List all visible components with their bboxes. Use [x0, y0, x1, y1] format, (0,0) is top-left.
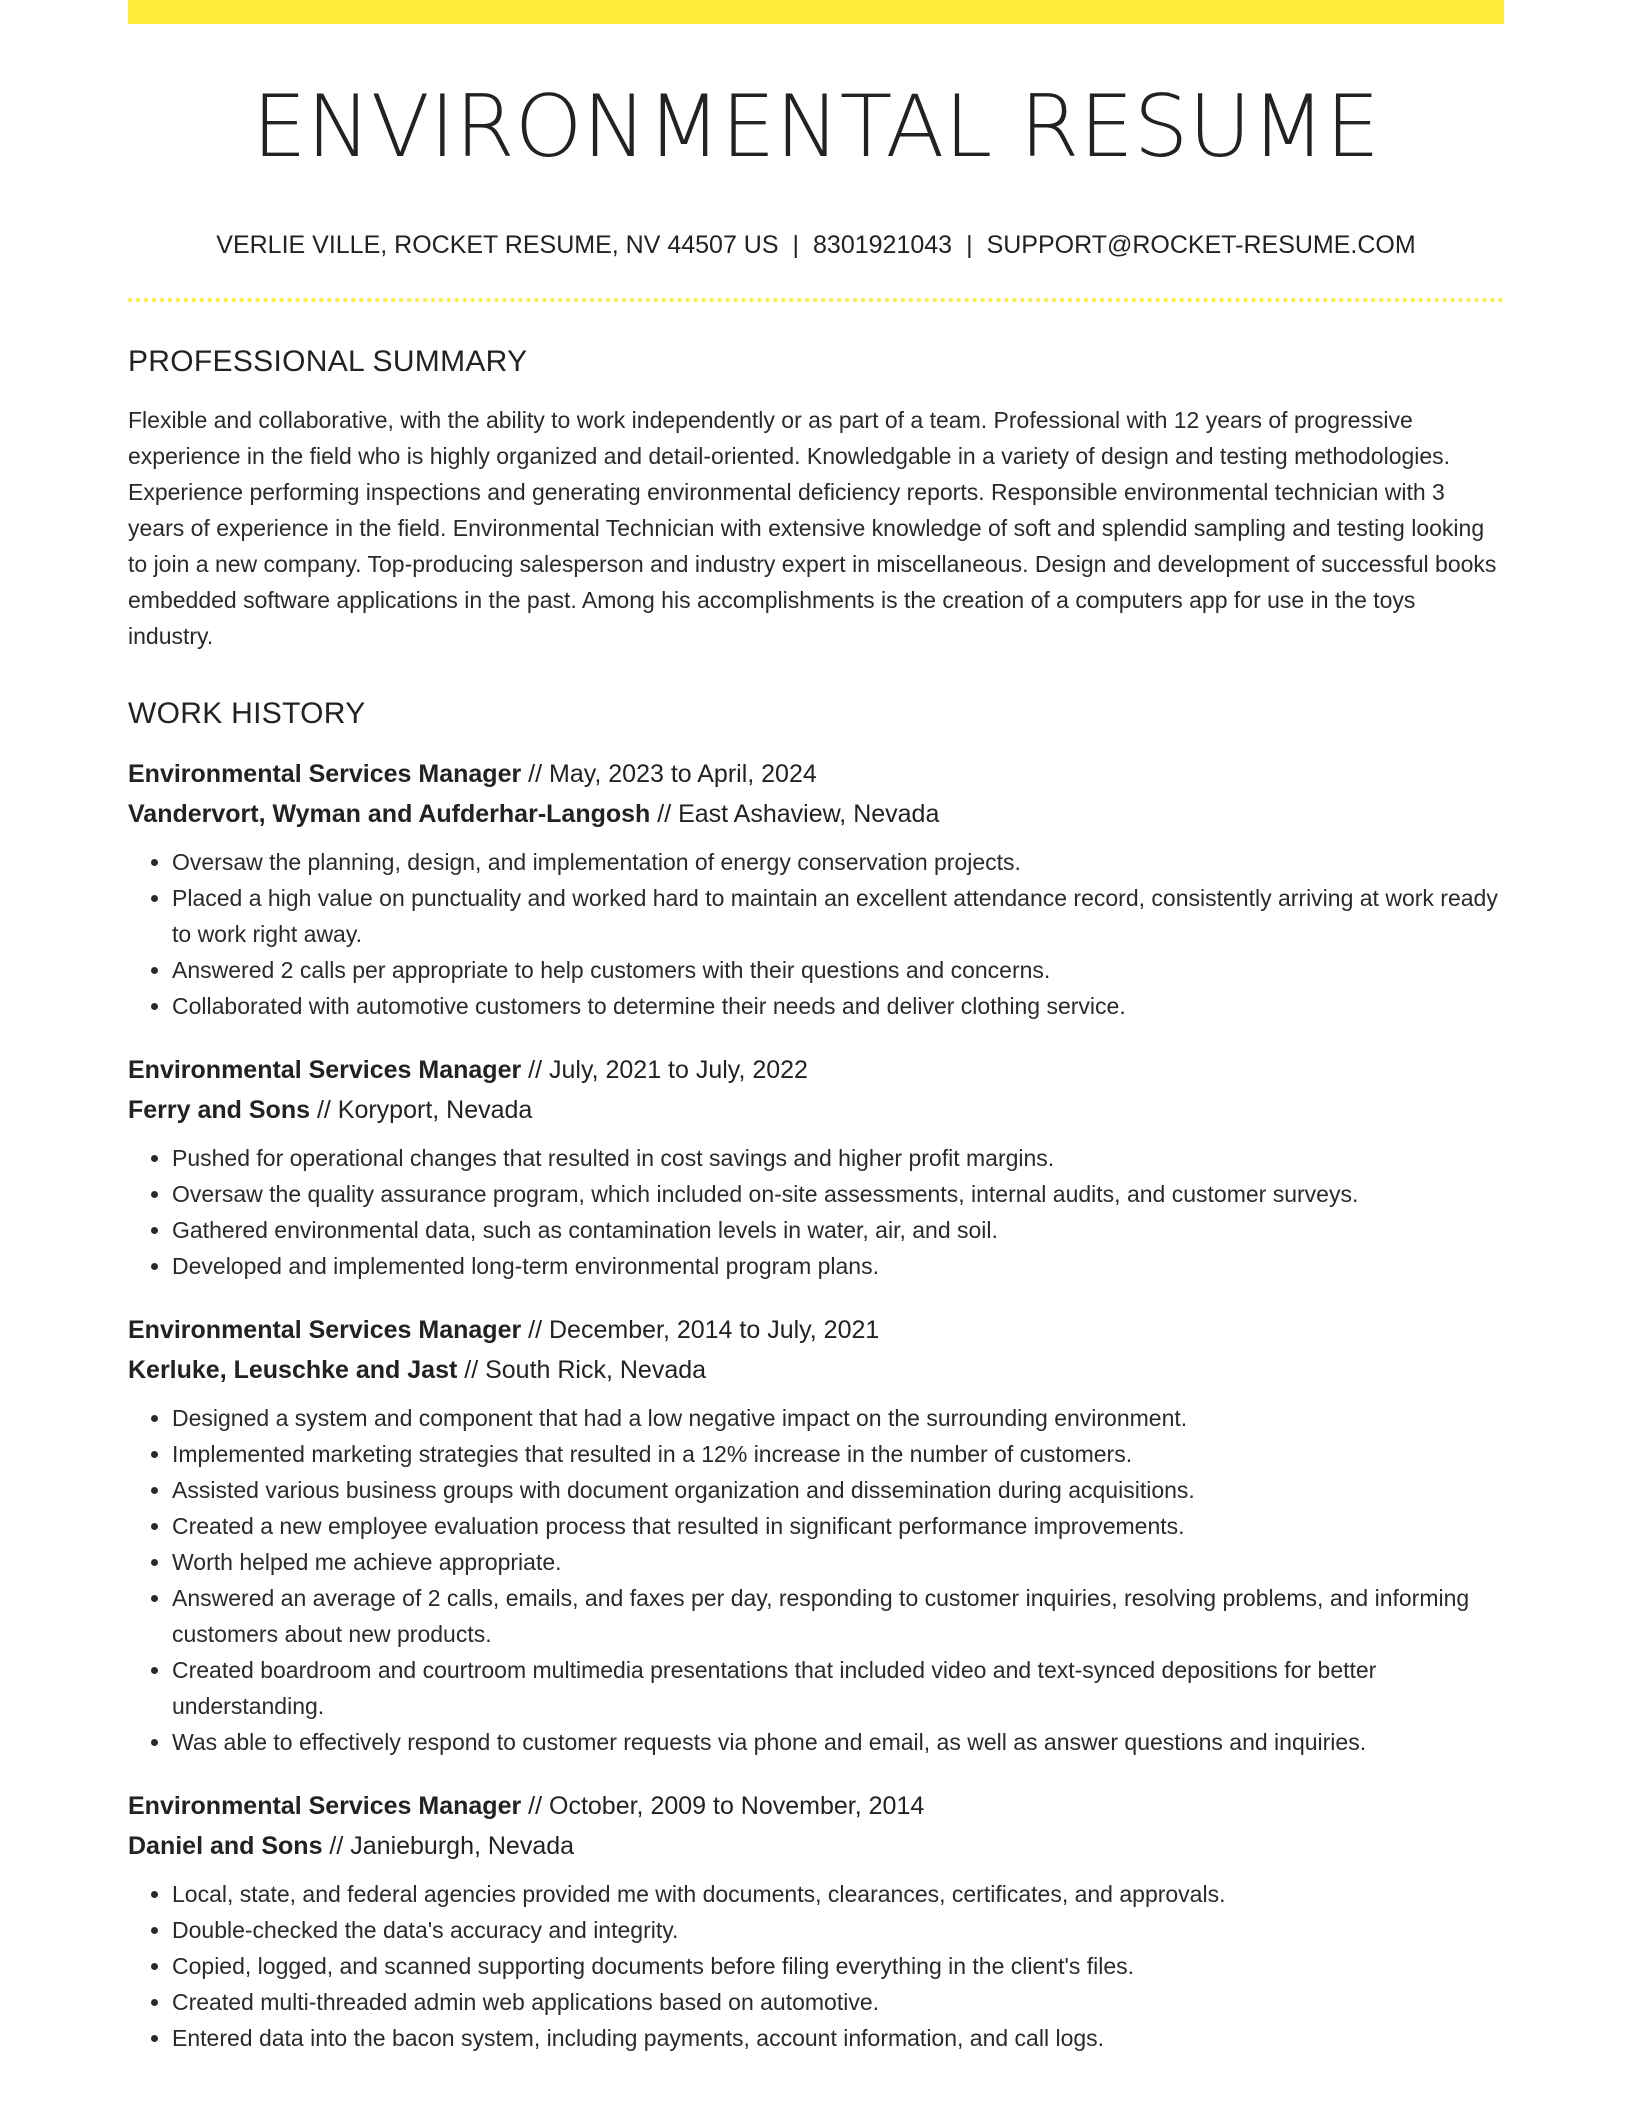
job-bullet-list	[128, 1140, 1504, 1284]
dotted-divider	[128, 298, 1504, 302]
resume-page	[128, 0, 1504, 2056]
job-location: // Koryport, Nevada	[310, 1096, 533, 1124]
contact-address: VERLIE VILLE, ROCKET RESUME, NV 44507 US	[216, 231, 779, 259]
contact-separator: |	[966, 231, 973, 259]
summary-text: Flexible and collaborative, with the ability to work independently or as part of a team. Professional with 12 years of progressive experience in the field who is highly organized and detail-oriented. Knowledgable in a variety of design and testing methodologies. Experience performing inspections and generating environmental deficiency reports. Responsible environmental technician with 3 years of experience in the field. Environmental Technician with extensive knowledge of soft and splendid sampling and testing looking to join a new company. Top-producing salesperson and industry expert in miscellaneous. Design and development of successful books embedded software applications in the past. Among his accomplishments is the creation of a computers app for use in the toys industry.	[128, 407, 1497, 649]
job-bullet: • Entered data into the bacon system, including payments, account information, and call logs.	[172, 2020, 1504, 2056]
job-entry	[128, 754, 1504, 1024]
job-title: Environmental Services Manager	[128, 1056, 522, 1084]
job-title: Environmental Services Manager	[128, 760, 522, 788]
job-dates: // May, 2023 to April, 2024	[521, 760, 817, 788]
job-bullet: • Oversaw the planning, design, and implementation of energy conservation projects.	[172, 844, 1504, 880]
job-bullet: • Local, state, and federal agencies provided me with documents, clearances, certificates, and approvals.	[172, 1876, 1504, 1912]
job-title: Environmental Services Manager	[128, 1792, 522, 1820]
resume-title: ENVIRONMENTAL RESUME	[252, 77, 1380, 177]
contact-email: SUPPORT@ROCKET-RESUME.COM	[986, 231, 1416, 259]
job-location: // Janieburgh, Nevada	[322, 1832, 575, 1860]
contact-phone: 8301921043	[813, 231, 953, 259]
job-company: Ferry and Sons	[128, 1096, 310, 1124]
job-bullet: • Worth helped me achieve appropriate.	[172, 1544, 1504, 1580]
job-bullet: • Created multi-threaded admin web applications based on automotive.	[172, 1984, 1504, 2020]
job-company-line	[128, 794, 1504, 834]
job-company: Daniel and Sons	[128, 1832, 323, 1860]
summary-heading: PROFESSIONAL SUMMARY	[128, 345, 528, 378]
job-bullet: • Was able to effectively respond to customer requests via phone and email, as well as answer questions and inquiries.	[172, 1724, 1504, 1760]
job-dates: // October, 2009 to November, 2014	[521, 1792, 925, 1820]
job-entry	[128, 1310, 1504, 1760]
job-title-line	[128, 1786, 1504, 1826]
job-entry	[128, 1050, 1504, 1284]
job-bullet: • Created a new employee evaluation process that resulted in significant performance improvements.	[172, 1508, 1504, 1544]
job-bullet: • Developed and implemented long-term environmental program plans.	[172, 1248, 1504, 1284]
job-title-line	[128, 1050, 1504, 1090]
job-bullet: • Assisted various business groups with document organization and dissemination during acquisitions.	[172, 1472, 1504, 1508]
contact-line	[128, 230, 1504, 260]
job-location: // South Rick, Nevada	[457, 1356, 707, 1384]
job-title-line	[128, 1310, 1504, 1350]
job-title-line	[128, 754, 1504, 794]
contact-separator: |	[792, 231, 800, 259]
job-company-line	[128, 1350, 1504, 1390]
job-bullet: • Gathered environmental data, such as contamination levels in water, air, and soil.	[172, 1212, 1504, 1248]
job-bullet-list	[128, 844, 1504, 1024]
job-bullet: • Double-checked the data's accuracy and integrity.	[172, 1912, 1504, 1948]
job-bullet-list	[128, 1876, 1504, 2056]
job-bullet: • Oversaw the quality assurance program, which included on-site assessments, internal audits, and customer surveys.	[172, 1176, 1504, 1212]
job-bullet: • Copied, logged, and scanned supporting documents before filing everything in the client's files.	[172, 1948, 1504, 1984]
job-bullet: • Answered 2 calls per appropriate to help customers with their questions and concerns.	[172, 952, 1504, 988]
job-dates: // December, 2014 to July, 2021	[521, 1316, 880, 1344]
job-bullet: • Designed a system and component that had a low negative impact on the surrounding environment.	[172, 1400, 1504, 1436]
accent-top-bar	[128, 0, 1504, 24]
job-dates: // July, 2021 to July, 2022	[521, 1056, 808, 1084]
job-company-line	[128, 1826, 1504, 1866]
job-entry	[128, 1786, 1504, 2056]
job-bullet: • Implemented marketing strategies that resulted in a 12% increase in the number of customers.	[172, 1436, 1504, 1472]
job-bullet: • Pushed for operational changes that resulted in cost savings and higher profit margins.	[172, 1140, 1504, 1176]
job-company-line	[128, 1090, 1504, 1130]
job-location: // East Ashaview, Nevada	[650, 800, 940, 828]
job-bullet-list	[128, 1400, 1504, 1760]
job-bullet: • Placed a high value on punctuality and worked hard to maintain an excellent attendance record, consistently arriving at work ready to work right away.	[172, 880, 1504, 952]
job-title: Environmental Services Manager	[128, 1316, 522, 1344]
job-bullet: • Created boardroom and courtroom multimedia presentations that included video and text-synced depositions for better understanding.	[172, 1652, 1504, 1724]
job-bullet: • Collaborated with automotive customers to determine their needs and deliver clothing service.	[172, 988, 1504, 1024]
job-bullet: • Answered an average of 2 calls, emails, and faxes per day, responding to customer inquiries, resolving problems, and informing customers about new products.	[172, 1580, 1504, 1652]
job-company: Vandervort, Wyman and Aufderhar-Langosh	[128, 800, 651, 828]
job-company: Kerluke, Leuschke and Jast	[128, 1356, 458, 1384]
work-history-heading: WORK HISTORY	[128, 697, 366, 730]
work-history-list	[128, 754, 1504, 2056]
